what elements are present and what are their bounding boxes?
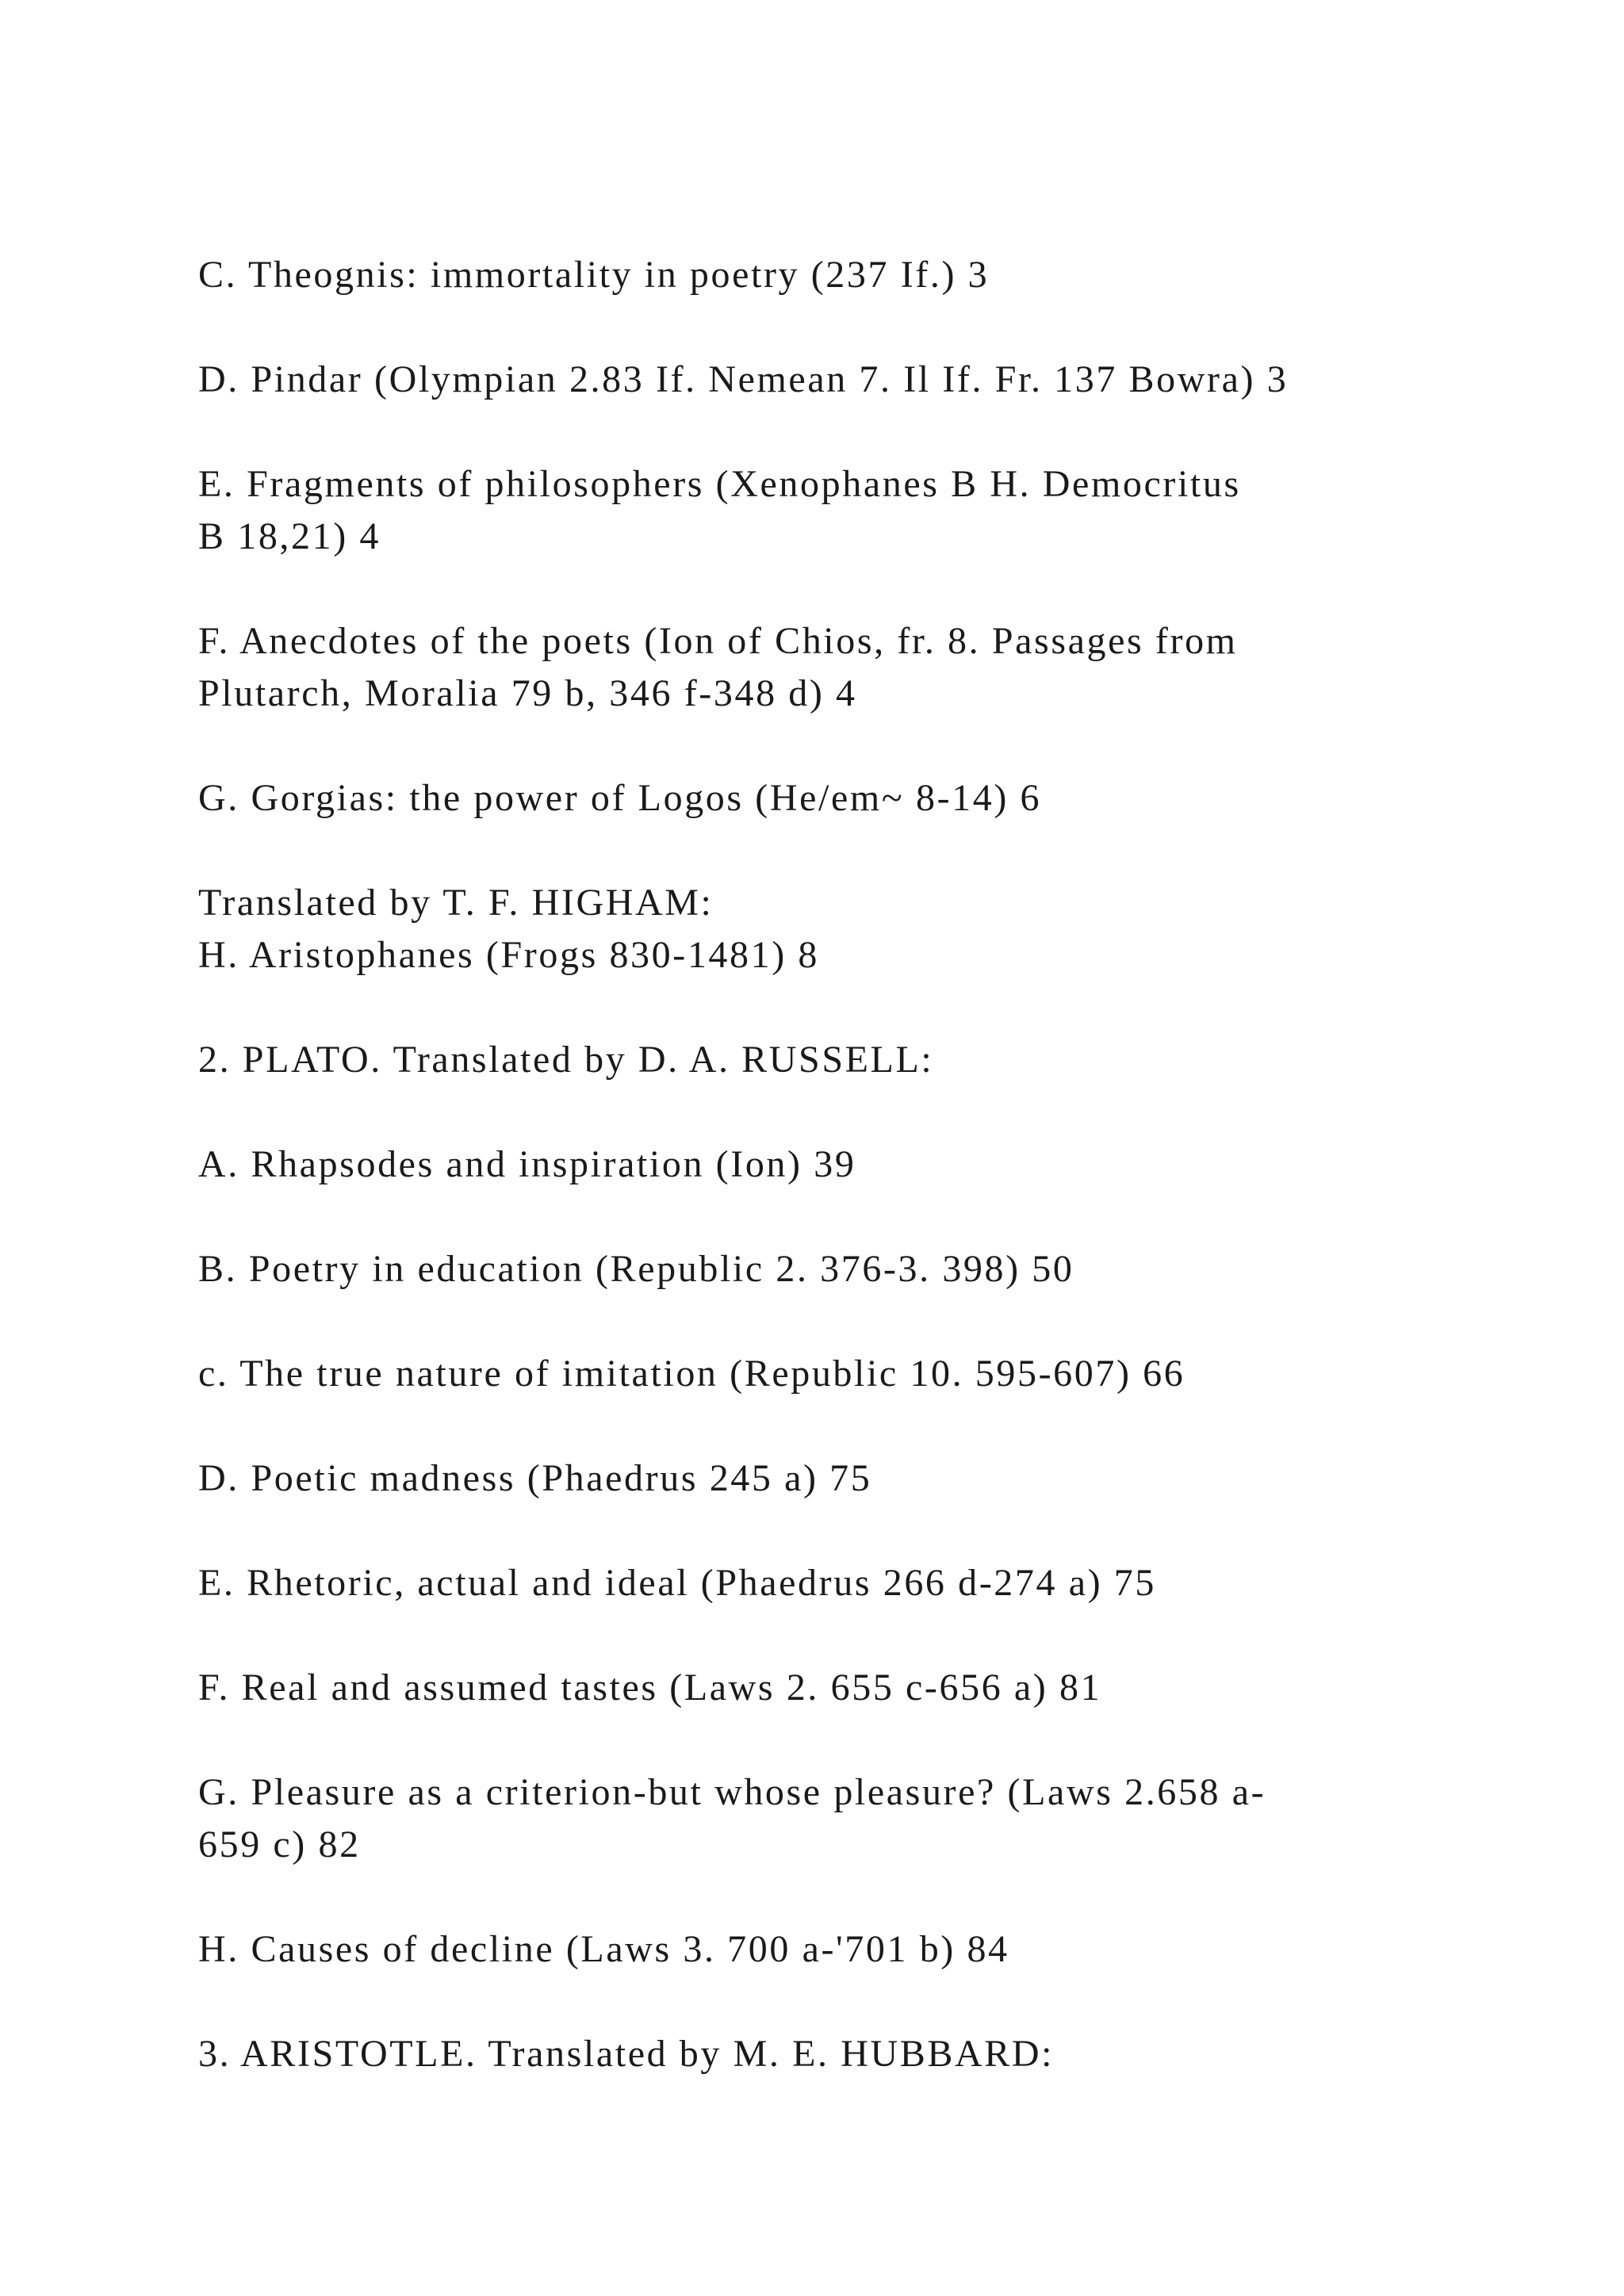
entry-rhetoric: E. Rhetoric, actual and ideal (Phaedrus 266 d-274 a) 75 [198, 1562, 1156, 1604]
entry-pindar: D. Pindar (Olympian 2.83 If. Nemean 7. Il If. Fr. 137 Bowra) 3 [198, 358, 1289, 400]
entry-tastes: F. Real and assumed tastes (Laws 2. 655 c-656 a) 81 [198, 1667, 1102, 1709]
entry-poetic-madness: D. Poetic madness (Phaedrus 245 a) 75 [198, 1457, 872, 1499]
entry-anecdotes-line-1: F. Anecdotes of the poets (Ion of Chios, fr. 8. Passages from [198, 620, 1238, 662]
entry-decline: H. Causes of decline (Laws 3. 700 a-'701 b) 84 [198, 1928, 1009, 1970]
entry-rhapsodes: A. Rhapsodes and inspiration (Ion) 39 [198, 1143, 856, 1185]
entry-fragments-line-2: B 18,21) 4 [198, 515, 381, 557]
entry-theognis: C. Theognis: immortality in poetry (237 If.) 3 [198, 254, 990, 296]
entry-pleasure-line-1: G. Pleasure as a criterion-but whose pleasure? (Laws 2.658 a- [198, 1771, 1266, 1813]
entry-aristophanes: H. Aristophanes (Frogs 830-1481) 8 [198, 934, 820, 976]
section-heading-aristotle: 3. ARISTOTLE. Translated by M. E. HUBBARD: [198, 2033, 1055, 2075]
entry-anecdotes-line-2: Plutarch, Moralia 79 b, 346 f-348 d) 4 [198, 672, 857, 714]
entry-imitation: c. The true nature of imitation (Republic 10. 595-607) 66 [198, 1353, 1185, 1395]
entry-gorgias: G. Gorgias: the power of Logos (He/em~ 8-14) 6 [198, 777, 1042, 819]
section-heading-higham: Translated by T. F. HIGHAM: [198, 882, 714, 924]
entry-poetry-education: B. Poetry in education (Republic 2. 376-3. 398) 50 [198, 1248, 1074, 1290]
section-heading-plato: 2. PLATO. Translated by D. A. RUSSELL: [198, 1039, 934, 1081]
entry-pleasure-line-2: 659 c) 82 [198, 1823, 361, 1866]
entry-fragments-line-1: E. Fragments of philosophers (Xenophanes B H. Democritus [198, 463, 1241, 505]
